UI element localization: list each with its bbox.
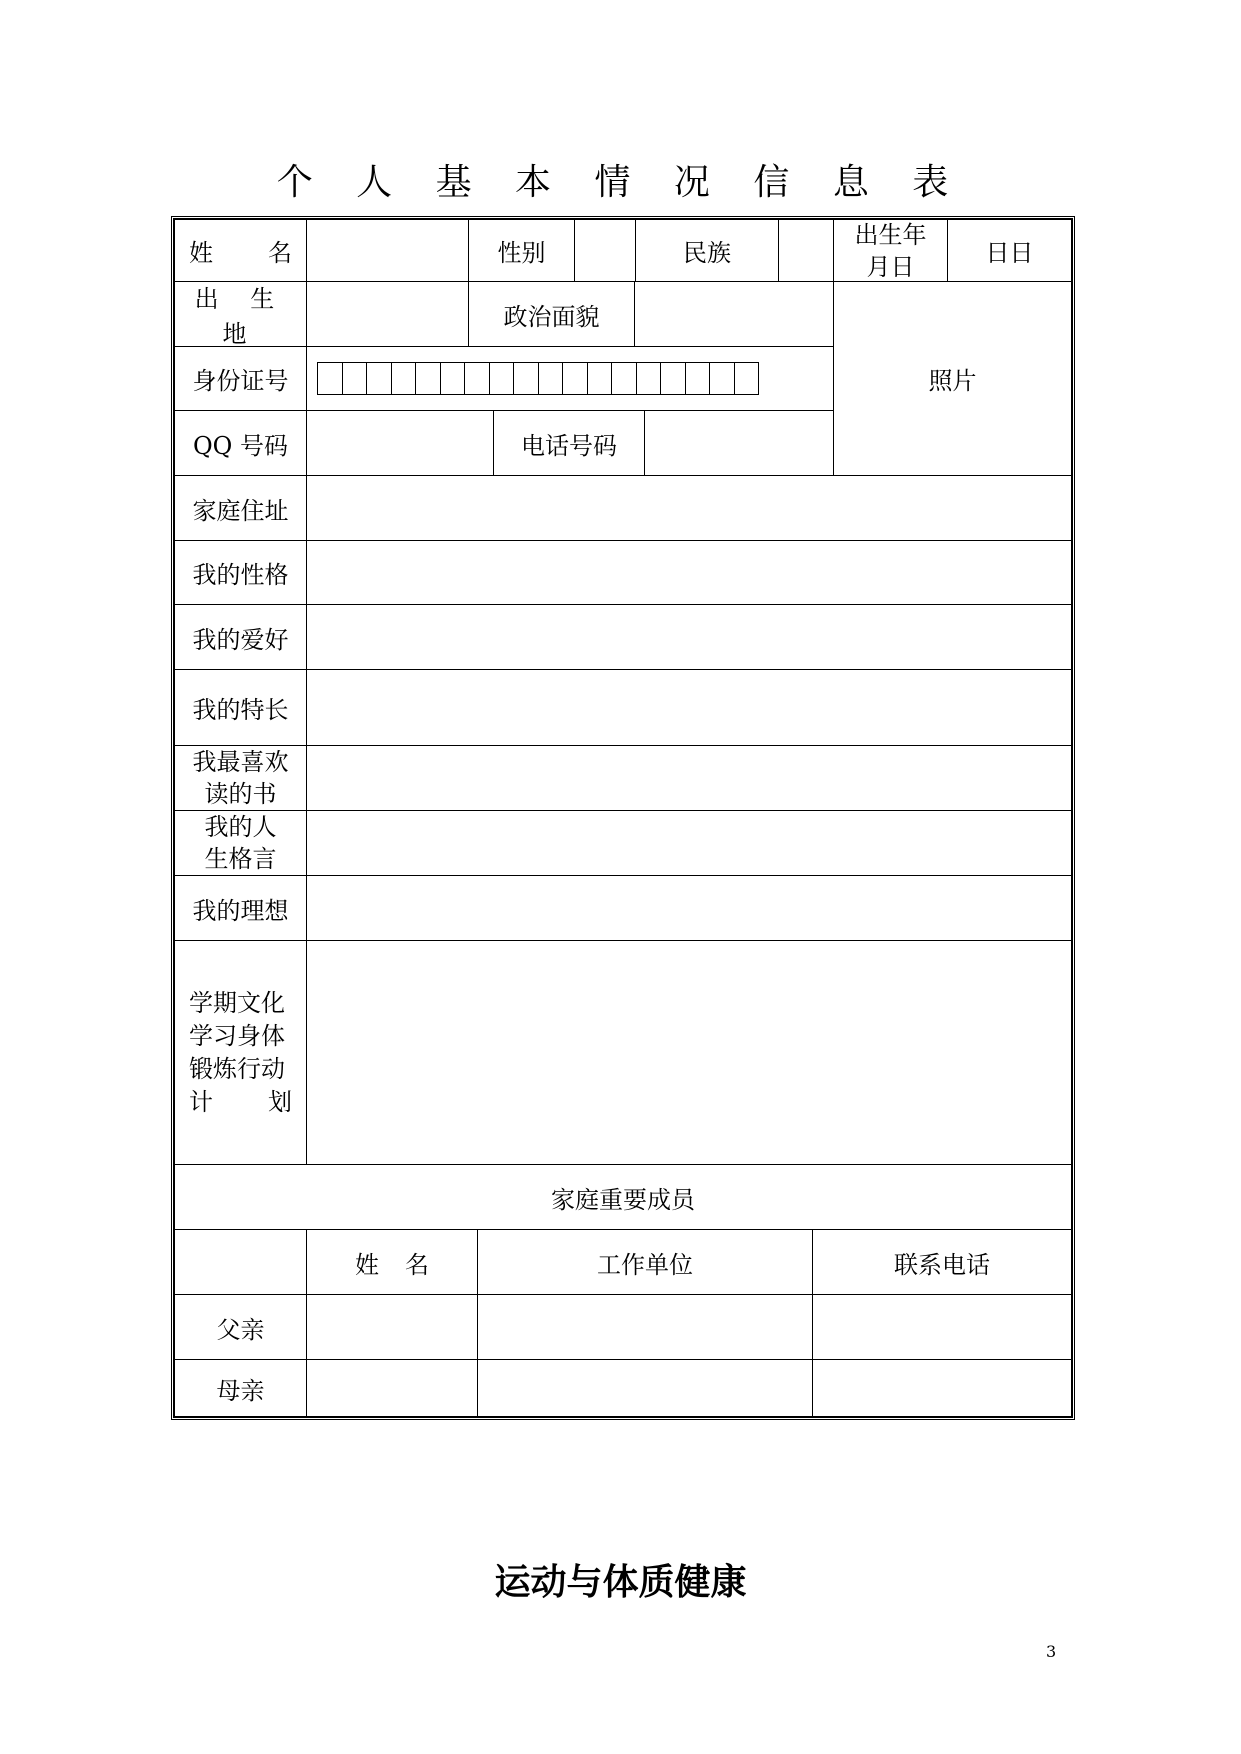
address-field[interactable] [306,475,1072,541]
birth-label-line1: 出生年 [854,220,927,249]
plan-label-line4a: 计 [189,1087,213,1116]
book-label-line2: 读的书 [204,780,277,808]
family-col-name [306,1229,478,1295]
ethnicity-field[interactable] [778,219,834,282]
phone-label: 电话号码 [493,410,645,476]
motto-label-line1: 我的人 [204,813,277,841]
name-label-b: 名 [268,239,292,267]
mother-name-field[interactable] [306,1359,478,1417]
father-name-field[interactable] [306,1294,478,1360]
photo-area[interactable]: 照片 [833,281,1072,476]
phone-field[interactable] [644,410,834,476]
political-label: 政治面貌 [468,281,635,347]
ethnicity-label: 民族 [635,219,779,282]
plan-label-line3: 锻炼行动 [189,1054,285,1083]
plan-label-line1: 学期文化 [189,988,285,1017]
plan-label-line4b: 划 [268,1087,292,1116]
birthplace-label-text: 出 生 地 [194,285,287,348]
name-label-cell [174,219,307,282]
family-col-name-b: 名 [405,1250,429,1279]
ideal-label: 我的理想 [174,875,307,941]
family-col-work: 工作单位 [477,1229,813,1295]
family-header: 家庭重要成员 [174,1164,1072,1230]
qq-field[interactable] [306,410,494,476]
motto-label-line2: 生格言 [204,845,277,873]
qq-label: QQ 号码 [174,410,307,476]
gender-label: 性别 [468,219,575,282]
family-col-phone: 联系电话 [812,1229,1072,1295]
info-form-table [171,216,1075,1420]
mother-work-field[interactable] [477,1359,813,1417]
motto-field[interactable] [306,810,1072,876]
id-field[interactable] [306,346,834,411]
hobby-field[interactable] [306,604,1072,670]
page-number: 3 [1046,1642,1057,1661]
hobby-label: 我的爱好 [174,604,307,670]
book-field[interactable] [306,745,1072,811]
name-field[interactable] [306,219,469,282]
political-field[interactable] [634,281,834,347]
father-phone-field[interactable] [812,1294,1072,1360]
personality-label: 我的性格 [174,540,307,605]
birthplace-field[interactable] [306,281,469,347]
motto-label [174,810,307,876]
id-label: 身份证号 [174,346,307,411]
birth-date-field[interactable]: 日日 [947,219,1072,282]
ideal-field[interactable] [306,875,1072,941]
personality-field[interactable] [306,540,1072,605]
birth-label-line2: 月日 [866,252,915,281]
birthplace-label [174,281,307,347]
book-label [174,745,307,811]
address-label: 家庭住址 [174,475,307,541]
gender-field[interactable] [574,219,636,282]
plan-field[interactable] [306,940,1072,1165]
mother-phone-field[interactable] [812,1359,1072,1417]
id-digit-boxes[interactable] [318,362,759,395]
talent-label: 我的特长 [174,669,307,746]
section-title: 运动与体质健康 [494,1562,747,1603]
plan-label-line2: 学习身体 [189,1021,285,1050]
family-col-name-a: 姓 [355,1250,379,1279]
name-label-a: 姓 [189,239,213,267]
mother-label: 母亲 [174,1359,307,1417]
talent-field[interactable] [306,669,1072,746]
book-label-line1: 我最喜欢 [192,748,289,776]
family-col-blank [174,1229,307,1295]
page-title: 个 人 基 本 情 况 信 息 表 [276,162,965,203]
father-work-field[interactable] [477,1294,813,1360]
birth-label-cell [833,219,948,282]
father-label: 父亲 [174,1294,307,1360]
plan-label [174,940,307,1165]
